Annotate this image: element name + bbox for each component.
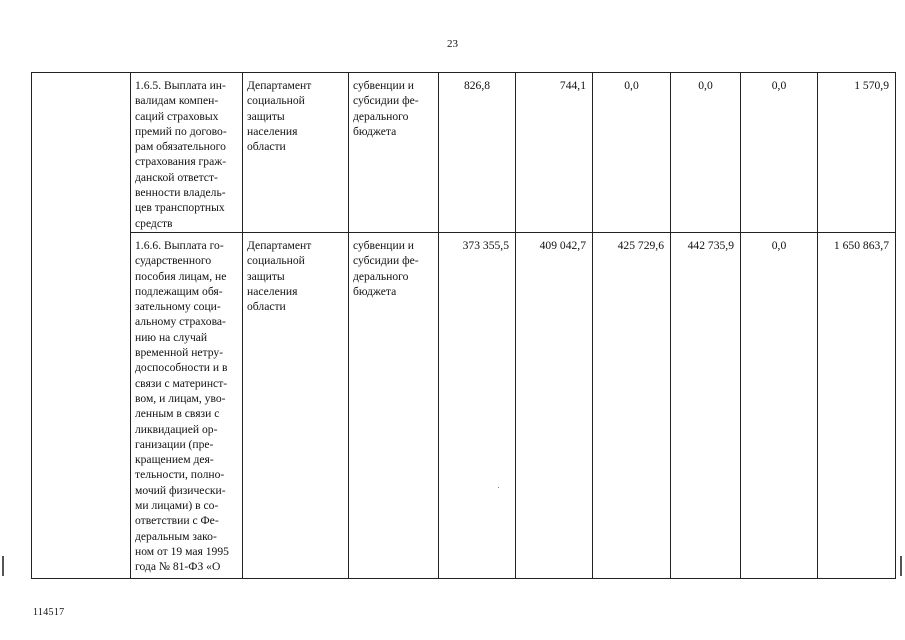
total-cell: 1 650 863,7 (818, 233, 896, 579)
value-cell: 744,1 (516, 73, 593, 233)
value-cell: 0,0 (741, 73, 818, 233)
scan-edge-mark (2, 556, 4, 576)
document-code: 114517 (33, 607, 65, 618)
item-cell: 1.6.5. Выплата ин- валидам компен- саций страховых премий по догово- рам обязательного страхования граж- данской ответст- венности владель- цев транспортных средств (131, 73, 243, 233)
scan-edge-mark (900, 556, 902, 576)
item-cell: 1.6.6. Выплата го- сударственного пособия лицам, не подлежащим обя- зательному соци- альному страхова- нию на случай временной нетру- доспособности и в связи с материнст- вом, и лицам, уво- ленным в связи с ликвидацией ор- ганизации (пре- кращением дея- тельности, полно- мочий физически- ми лицами) в со- ответствии с Фе- деральным зако- ном от 19 мая 1995 года № 81-ФЗ «О (131, 233, 243, 579)
funding-source-cell: субвенции и субсидии фе- дерального бюджета (349, 73, 439, 233)
value-cell: 0,0 (671, 73, 741, 233)
value-cell: 409 042,7 (516, 233, 593, 579)
value-cell: 425 729,6 (593, 233, 671, 579)
executor-cell: Департамент социальной защиты населения области (243, 73, 349, 233)
value-cell: 826,8 (439, 73, 516, 233)
executor-cell: Департамент социальной защиты населения области (243, 233, 349, 579)
budget-table (31, 72, 896, 579)
value-cell: 373 355,5 (439, 233, 516, 579)
page-number: 23 (447, 38, 458, 50)
value-cell: 0,0 (593, 73, 671, 233)
table-row (32, 233, 896, 579)
section-cell (32, 73, 131, 579)
value-cell: 0,0 (741, 233, 818, 579)
value-cell: 442 735,9 (671, 233, 741, 579)
table-row (32, 73, 896, 233)
total-cell: 1 570,9 (818, 73, 896, 233)
funding-source-cell: субвенции и субсидии фе- дерального бюджета (349, 233, 439, 579)
scan-speck (498, 487, 499, 488)
